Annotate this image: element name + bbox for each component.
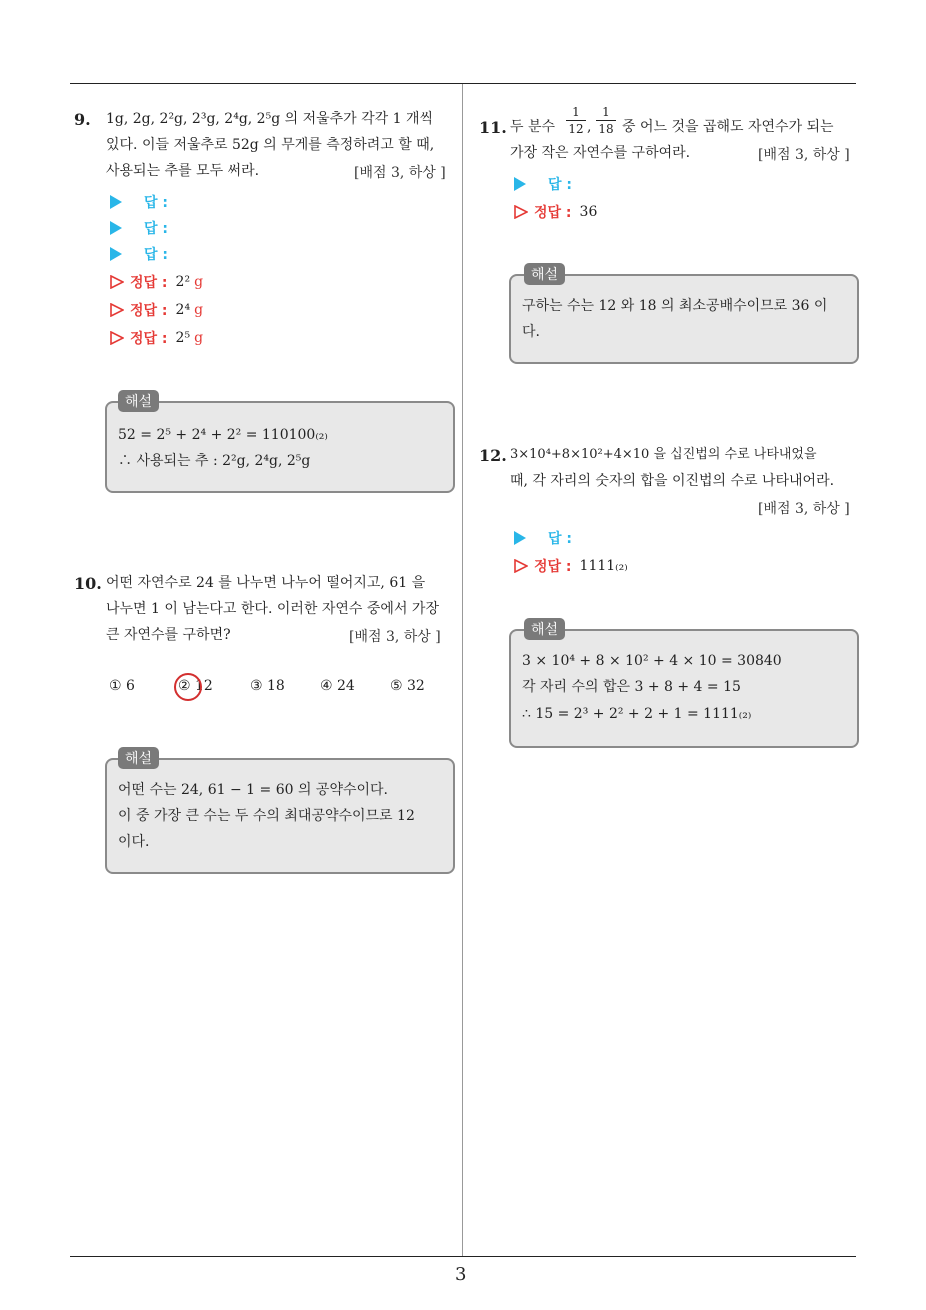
fraction-numerator: 1	[572, 105, 580, 119]
explanation-line: 구하는 수는 12 와 18 의 최소공배수이므로 36 이	[522, 298, 828, 314]
question-number: 12.	[479, 446, 507, 465]
question-number: 10.	[74, 574, 102, 593]
choice-option[interactable]: ⑤ 32	[390, 678, 425, 694]
score-meta: [배점 3, 하상 ]	[349, 629, 441, 645]
question-number: 9.	[74, 110, 91, 129]
question-text-line: 1g, 2g, 2²g, 2³g, 2⁴g, 2⁵g 의 저울추가 각각 1 개씩	[106, 111, 434, 127]
column-divider	[462, 84, 463, 1256]
explanation-tag: 해설	[118, 390, 159, 412]
score-meta: [배점 3, 하상 ]	[354, 165, 446, 181]
solution-value: 2⁵	[175, 330, 191, 346]
solution-label: 정답 :	[534, 559, 572, 575]
question-number: 11.	[479, 118, 507, 137]
play-icon	[514, 531, 526, 545]
solution-label: 정답 :	[130, 275, 168, 291]
explanation-line: ∴ 사용되는 추 : 2²g, 2⁴g, 2⁵g	[118, 453, 311, 469]
choice-option-selected[interactable]: ② 12	[178, 678, 213, 694]
play-icon	[110, 221, 122, 235]
outline-triangle-icon	[514, 559, 528, 573]
choice-option[interactable]: ① 6	[109, 678, 135, 694]
question-text-line: 나누면 1 이 남는다고 한다. 이러한 자연수 중에서 가장	[106, 601, 439, 617]
explanation-line: 어떤 수는 24, 61 − 1 = 60 의 공약수이다.	[118, 782, 389, 798]
question-text-prefix: 두 분수	[510, 119, 556, 135]
explanation-line: 3 × 10⁴ + 8 × 10² + 4 × 10 = 30840	[522, 653, 782, 669]
answer-row[interactable]	[110, 244, 168, 264]
solution-value: 2²	[175, 274, 191, 290]
score-meta: [배점 3, 하상 ]	[758, 147, 850, 163]
score-meta: [배점 3, 하상 ]	[758, 501, 850, 517]
solution-row	[110, 272, 203, 292]
page-number: 3	[455, 1264, 467, 1285]
bottom-rule	[70, 1256, 856, 1257]
answer-row[interactable]	[514, 174, 572, 194]
fraction-denominator: 18	[596, 120, 616, 137]
solution-value: 36	[579, 204, 598, 220]
choice-option[interactable]: ③ 18	[250, 678, 285, 694]
solution-value: 2⁴	[175, 302, 191, 318]
outline-triangle-icon	[110, 331, 124, 345]
fraction-numerator: 1	[602, 105, 610, 119]
answer-label: 답 :	[144, 195, 168, 211]
explanation-line: 52 = 2⁵ + 2⁴ + 2² = 110100₍₂₎	[118, 427, 328, 443]
answer-label: 답 :	[144, 221, 168, 237]
question-text-suffix: 중 어느 것을 곱해도 자연수가 되는	[622, 119, 834, 135]
outline-triangle-icon	[110, 275, 124, 289]
explanation-line: 이 중 가장 큰 수는 두 수의 최대공약수이므로 12	[118, 808, 415, 824]
solution-value: 1111₍₂₎	[579, 558, 628, 574]
question-text-line: 있다. 이들 저울추로 52g 의 무게를 측정하려고 할 때,	[106, 137, 435, 153]
answer-row[interactable]	[514, 528, 572, 548]
solution-label: 정답 :	[130, 303, 168, 319]
explanation-line: ∴ 15 = 2³ + 2² + 2 + 1 = 1111₍₂₎	[522, 706, 752, 722]
explanation-line: 다.	[522, 324, 540, 340]
solution-row	[110, 328, 203, 348]
fraction-denominator: 12	[566, 120, 586, 137]
explanation-tag: 해설	[524, 263, 565, 285]
question-text-line: 큰 자연수를 구하면?	[106, 627, 231, 643]
answer-row[interactable]	[110, 192, 168, 212]
answer-label: 답 :	[144, 247, 168, 263]
play-icon	[110, 195, 122, 209]
explanation-line: 이다.	[118, 834, 150, 850]
solution-unit: g	[194, 274, 204, 290]
solution-label: 정답 :	[130, 331, 168, 347]
question-text-line: 때, 각 자리의 숫자의 합을 이진법의 수로 나타내어라.	[510, 473, 835, 489]
top-rule	[70, 83, 856, 84]
outline-triangle-icon	[110, 303, 124, 317]
selected-answer-circle	[174, 673, 202, 701]
question-text-line: 가장 작은 자연수를 구하여라.	[510, 145, 691, 161]
fraction	[596, 104, 616, 137]
outline-triangle-icon	[514, 205, 528, 219]
play-icon	[110, 247, 122, 261]
choice-option[interactable]: ④ 24	[320, 678, 355, 694]
answer-row[interactable]	[110, 218, 168, 238]
answer-label: 답 :	[548, 177, 572, 193]
fraction	[566, 104, 586, 137]
explanation-box	[509, 274, 859, 364]
solution-row	[514, 556, 628, 576]
play-icon	[514, 177, 526, 191]
question-text-line: 사용되는 추를 모두 써라.	[106, 163, 260, 179]
solution-row	[514, 202, 597, 222]
comma: ,	[587, 119, 592, 135]
solution-unit: g	[194, 302, 204, 318]
question-text-line: 어떤 자연수로 24 를 나누면 나누어 떨어지고, 61 을	[106, 575, 426, 591]
explanation-tag: 해설	[118, 747, 159, 769]
solution-row	[110, 300, 203, 320]
explanation-tag: 해설	[524, 618, 565, 640]
question-text-line: 3×10⁴+8×10²+4×10 을 십진법의 수로 나타내었을	[510, 447, 817, 462]
solution-label: 정답 :	[534, 205, 572, 221]
solution-unit: g	[194, 330, 204, 346]
answer-label: 답 :	[548, 531, 572, 547]
explanation-line: 각 자리 수의 합은 3 + 8 + 4 = 15	[522, 679, 741, 695]
